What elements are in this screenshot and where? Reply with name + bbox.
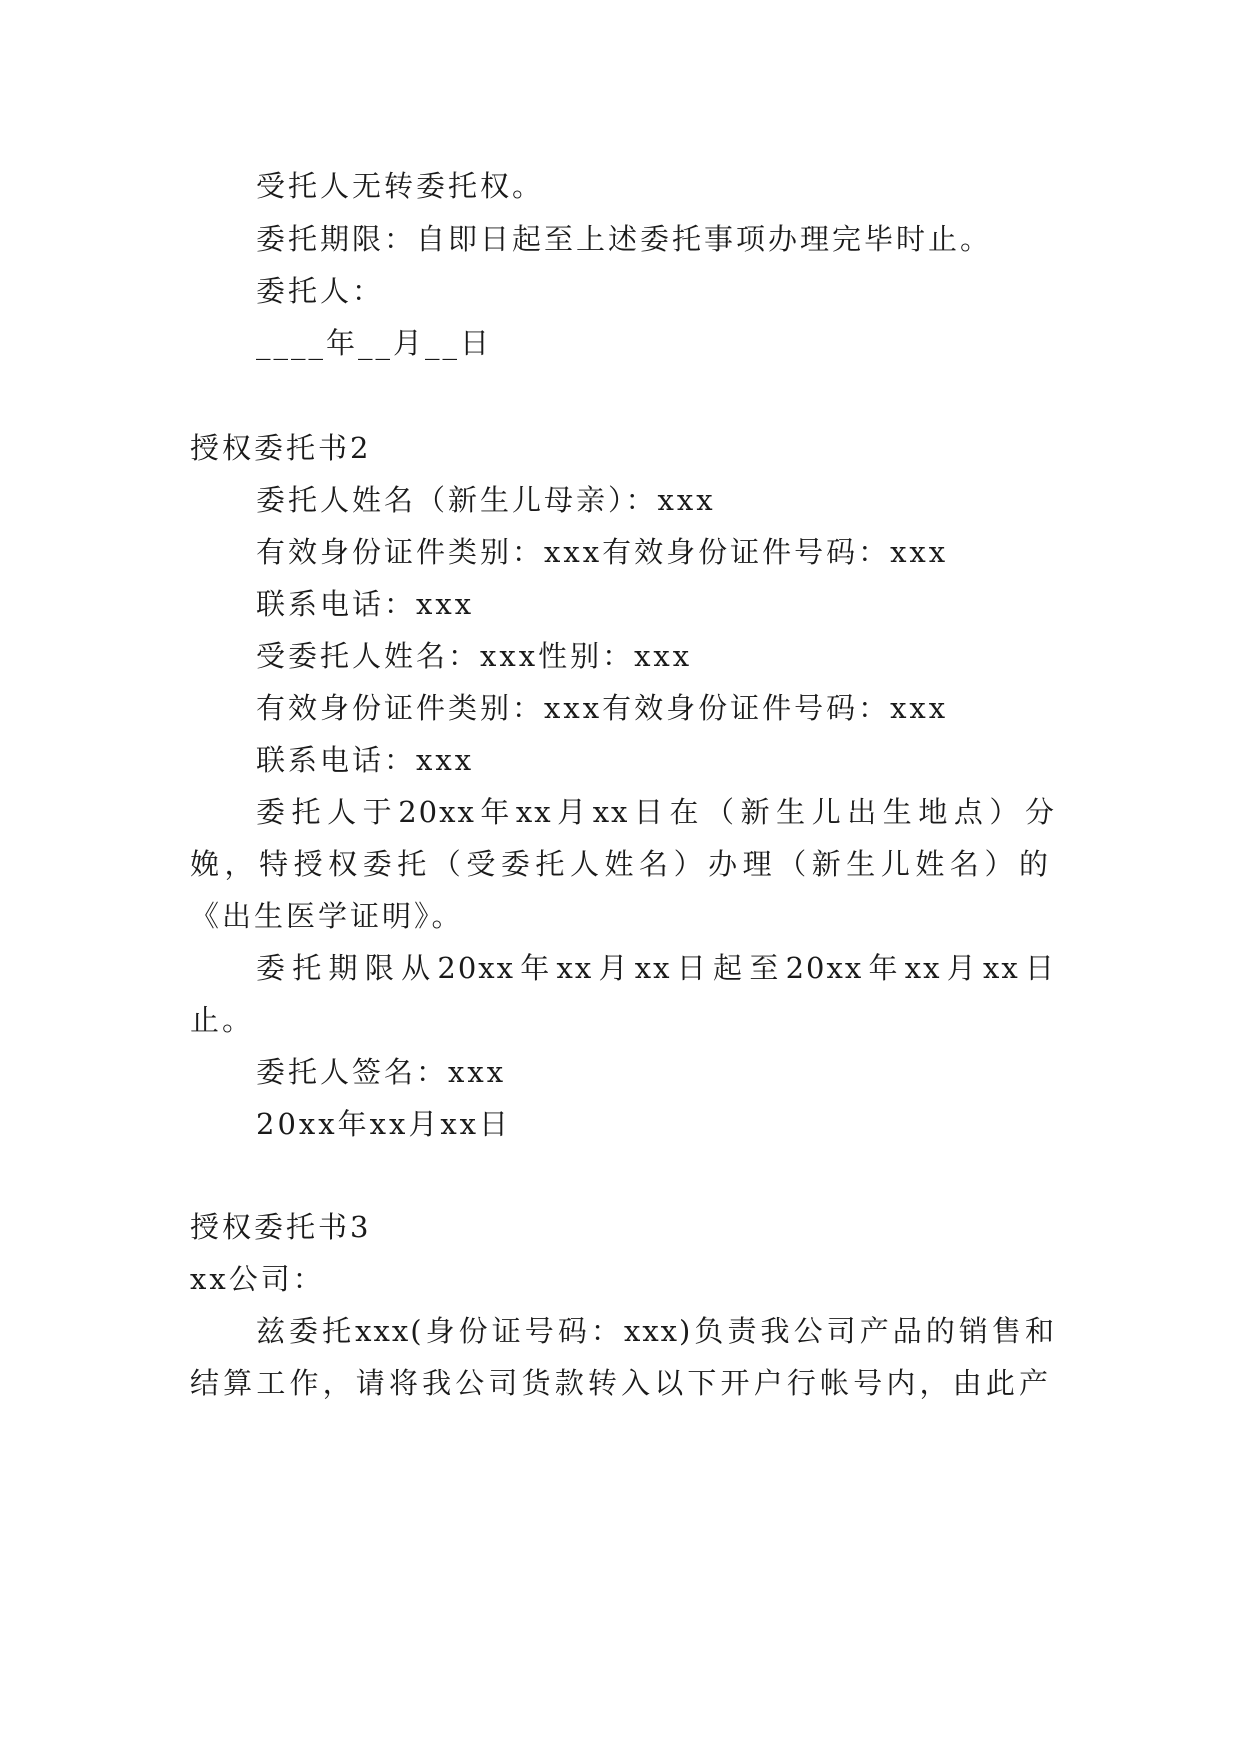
- no-subdelegation-clause: 受托人无转委托权。: [256, 169, 545, 203]
- signature-date-line: 20xx年xx月xx日: [256, 1107, 512, 1141]
- section-3-body-line-1: 兹委托xxx(身份证号码：xxx)负责我公司产品的销售和: [256, 1314, 1056, 1348]
- delegation-period-line-1: 委托期限从20xx年xx月xx日起至20xx年xx月xx日: [256, 951, 1056, 985]
- section-3-title: 授权委托书3: [190, 1210, 372, 1244]
- addressee-line: xx公司：: [190, 1262, 325, 1296]
- delegation-body-line-2: 娩，特授权委托（受委托人姓名）办理（新生儿姓名）的: [190, 847, 1050, 881]
- principal-phone-line: 联系电话：xxx: [256, 587, 475, 621]
- principal-name-line: 委托人姓名（新生儿母亲）：xxx: [256, 483, 716, 517]
- agent-phone-line: 联系电话：xxx: [256, 743, 475, 777]
- delegation-body-line-1: 委托人于20xx年xx月xx日在（新生儿出生地点）分: [256, 795, 1056, 829]
- delegation-period-line-2: 止。: [190, 1003, 255, 1037]
- date-blank-line: ____年__月__日: [256, 326, 493, 360]
- delegation-period-clause: 委托期限：自即日起至上述委托事项办理完毕时止。: [256, 222, 993, 256]
- delegation-body-line-3: 《出生医学证明》。: [190, 899, 464, 933]
- principal-signature-line: 委托人签名：xxx: [256, 1055, 507, 1089]
- principal-id-line: 有效身份证件类别：xxx有效身份证件号码：xxx: [256, 535, 949, 569]
- agent-id-line: 有效身份证件类别：xxx有效身份证件号码：xxx: [256, 691, 949, 725]
- agent-name-line: 受委托人姓名：xxx性别：xxx: [256, 639, 693, 673]
- section-3-body-line-2: 结算工作，请将我公司货款转入以下开户行帐号内，由此产: [190, 1366, 1050, 1400]
- section-2-title: 授权委托书2: [190, 431, 372, 465]
- principal-label: 委托人：: [256, 274, 385, 308]
